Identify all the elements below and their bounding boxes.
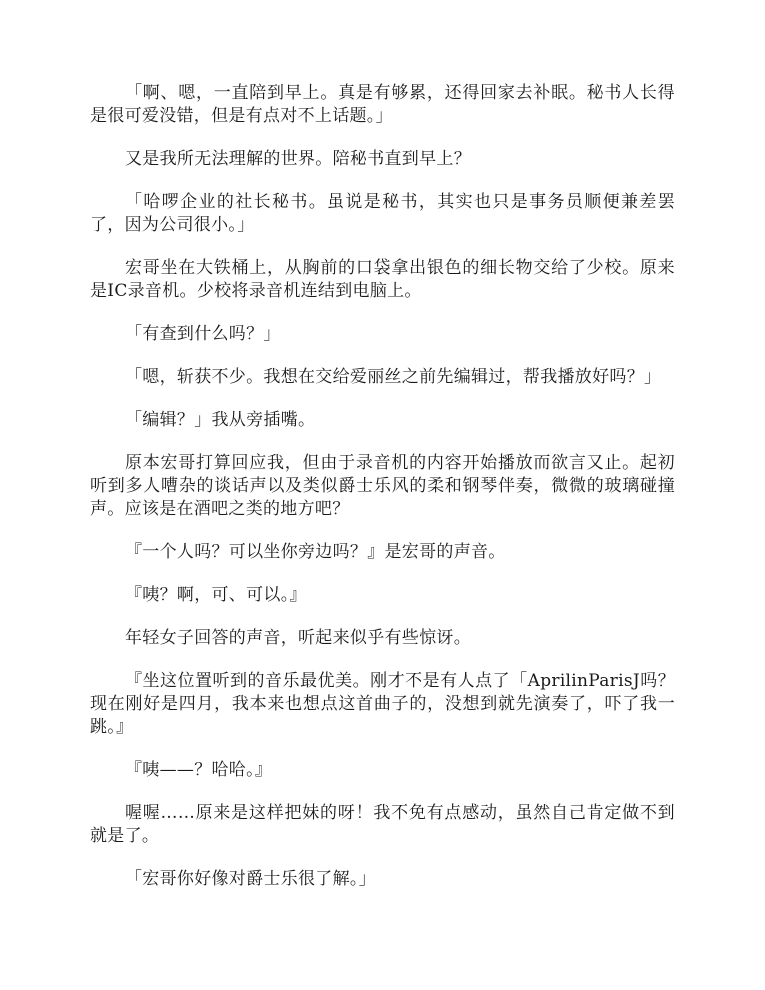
paragraph: 「嗯，斩获不少。我想在交给爱丽丝之前先编辑过，帮我播放好吗？」 bbox=[125, 367, 662, 387]
paragraph: 「哈啰企业的社长秘书。虽说是秘书，其实也只是事务员顺便兼差罢了，因为公司很小。」 bbox=[90, 192, 675, 235]
paragraph: 「啊、嗯，一直陪到早上。真是有够累，还得回家去补眠。秘书人长得是很可爱没错，但是有点对不上话题。」 bbox=[90, 83, 675, 126]
paragraph: 「有查到什么吗？」 bbox=[125, 324, 281, 344]
paragraph: 「宏哥你好像对爵士乐很了解。」 bbox=[125, 869, 376, 889]
paragraph: 年轻女子回答的声音，听起来似乎有些惊讶。 bbox=[125, 628, 471, 648]
paragraph: 喔喔……原来是这样把妹的呀！我不免有点感动，虽然自己肯定做不到就是了。 bbox=[90, 803, 675, 846]
paragraph: 『坐这位置听到的音乐最优美。刚才不是有人点了「AprilinParisJ吗？现在刚好是四月，我本来也想点这首曲子的，没想到就先演奏了，吓了我一跳。』 bbox=[90, 671, 675, 737]
paragraph: 原本宏哥打算回应我，但由于录音机的内容开始播放而欲言又止。起初听到多人嘈杂的谈话声以及类似爵士乐风的柔和钢琴伴奏，微微的玻璃碰撞声。应该是在酒吧之类的地方吧？ bbox=[90, 453, 675, 519]
document-body bbox=[90, 82, 675, 911]
paragraph: 『咦？啊，可、可以。』 bbox=[125, 585, 307, 605]
paragraph: 又是我所无法理解的世界。陪秘书直到早上？ bbox=[125, 149, 471, 169]
paragraph: 『咦——？哈哈。』 bbox=[125, 760, 273, 780]
paragraph: 『一个人吗？可以坐你旁边吗？』是宏哥的声音。 bbox=[125, 542, 506, 562]
paragraph: 「编辑？」我从旁插嘴。 bbox=[125, 410, 316, 430]
paragraph: 宏哥坐在大铁桶上，从胸前的口袋拿出银色的细长物交给了少校。原来是IC录音机。少校将录音机连结到电脑上。 bbox=[90, 258, 675, 301]
